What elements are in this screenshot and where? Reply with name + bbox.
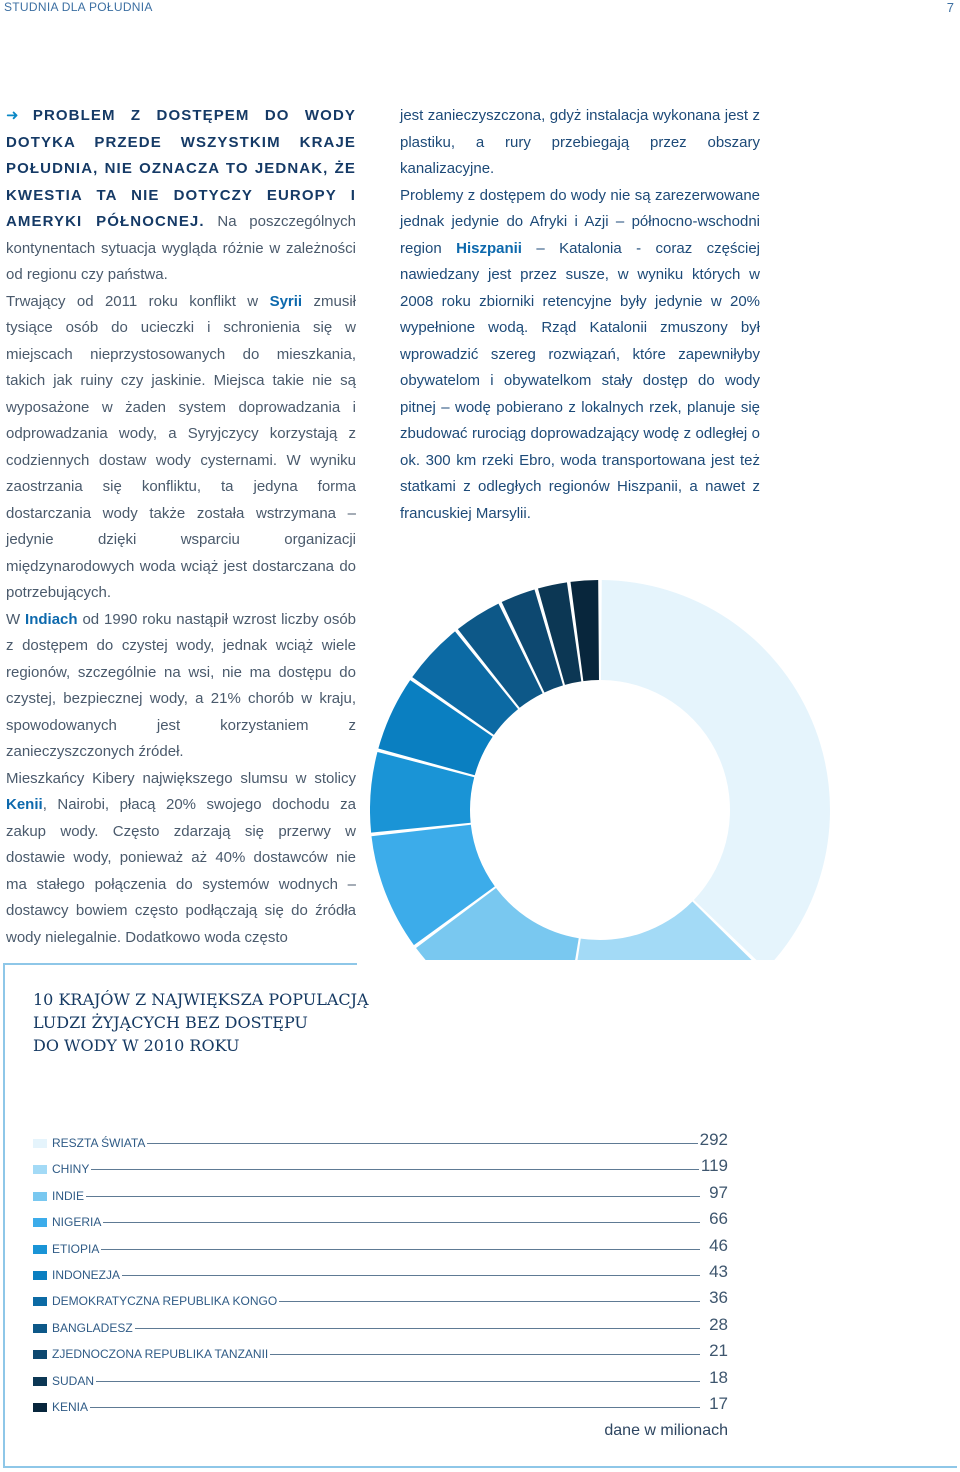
donut-chart <box>370 560 850 960</box>
legend-swatch <box>33 1218 47 1227</box>
legend-row <box>33 1314 728 1339</box>
legend-swatch <box>33 1245 47 1254</box>
legend-label: ZJEDNOCZONA REPUBLIKA TANZANII <box>52 1347 269 1362</box>
legend-row <box>33 1341 728 1365</box>
legend-swatch <box>33 1139 47 1148</box>
legend-label: KENIA <box>52 1400 89 1414</box>
legend-row <box>33 1235 728 1260</box>
infobox-left-border <box>3 963 5 1468</box>
lead-text: PROBLEM Z DOSTĘPEM DO WODY DOTYKA PRZEDE WSZYSTKIM KRAJE POŁUDNIA, NIE OZNACZA TO JEDNAK, ŻE KWESTIA TA NIE DOTYCZY EUROPY I AMERYKI PÓŁNOCNEJ. <box>6 107 356 230</box>
legend-row <box>33 1262 728 1286</box>
legend-label: INDIE <box>52 1188 85 1203</box>
legend-value: 119 <box>700 1156 728 1176</box>
legend-swatch <box>33 1403 47 1412</box>
legend-swatch <box>33 1192 47 1201</box>
kenya-paragraph: Mieszkańcy Kibery największego slumsu w stolicy Kenii, Nairobi, płacą 20% swojego dochodu za zakup wody. Często zdarzają się przerwy w dostawie wody, ponieważ aż 40% dostawców nie ma stałego połączenia do systemów wodnych – dostawcy bowiem często podłączają się do źródła wody nielegalnie. Dodatkowo woda często <box>6 769 356 946</box>
legend-value: 292 <box>699 1130 728 1149</box>
legend-label: BANGLADESZ <box>52 1320 133 1335</box>
syria-paragraph: Trwający od 2011 roku konflikt w Syrii zmusił tysiące osób do ucieczki i schronienia się w miejscach nieprzystosowanych do mieszkania, takich jak ruiny czy jaskinie. Miejsca takie nie są wyposażone w żaden system doprowadzania i odprowadzania wody, a Syryjczycy korzystają z codziennych dostaw wody cysternami. W wyniku zaostrzania się konfliktu, ta jedyna forma dostarczania wody także została wstrzymana – jedynie dzięki wsparciu organizacji międzynarodowych woda wciąż jest dostarczana do potrzebujących. <box>6 292 357 601</box>
legend-value: 36 <box>709 1288 728 1308</box>
legend-value: 17 <box>709 1394 728 1413</box>
intro-paragraph: ➜ PROBLEM Z DOSTĘPEM DO WODY DOTYKA PRZEDE WSZYSTKIM KRAJE POŁUDNIA, NIE OZNACZA TO JEDNAK, ŻE KWESTIA TA NIE DOTYCZY EUROPY I AMERYKI PÓŁNOCNEJ. Na poszczególnych kontynentach sytuacja wygląda różnie w zależności od regionu czy państwa. <box>6 107 356 283</box>
legend-label: DEMOKRATYCZNA REPUBLIKA KONGO <box>52 1294 278 1309</box>
highlight-kenya: Kenii <box>6 796 43 813</box>
chart-title: 10 KRAJÓW Z NAJWIĘKSZA POPULACJĄ LUDZI ŻYJĄCYCH BEZ DOSTĘPU DO WODY W 2010 ROKU <box>33 990 369 1055</box>
infobox-top-border <box>3 963 357 965</box>
legend-leader-line <box>52 1328 700 1329</box>
highlight-spain: Hiszpanii <box>456 239 522 257</box>
page-number: 7 <box>946 0 954 15</box>
legend-value: 43 <box>709 1262 728 1281</box>
pollution-paragraph: jest zanieczyszczona, gdyż instalacja wykonana jest z plastiku, a rury przebiegają przez obszary kanalizacyjne. <box>400 107 760 177</box>
legend-value: 18 <box>709 1367 728 1387</box>
legend-leader-line <box>52 1143 700 1144</box>
legend-label: NIGERIA <box>52 1215 102 1230</box>
legend-swatch <box>33 1350 47 1359</box>
legend-row <box>33 1130 728 1154</box>
legend-label: RESZTA ŚWIATA <box>52 1136 146 1150</box>
legend-label: CHINY <box>52 1162 90 1177</box>
legend-row <box>33 1394 728 1418</box>
legend-value: 66 <box>709 1209 728 1229</box>
legend-row <box>33 1209 728 1233</box>
legend-row <box>33 1156 728 1180</box>
legend-row <box>33 1182 728 1207</box>
section-header: STUDNIA DLA POŁUDNIA <box>4 0 153 14</box>
legend-leader-line <box>52 1196 700 1197</box>
legend-leader-line <box>52 1275 700 1276</box>
legend-value: 97 <box>709 1182 728 1202</box>
legend-swatch <box>33 1297 47 1306</box>
legend-value: 21 <box>709 1341 728 1361</box>
legend-label: ETIOPIA <box>52 1241 100 1256</box>
legend-value: 28 <box>709 1314 728 1334</box>
legend-label: INDONEZJA <box>52 1268 121 1282</box>
legend-swatch <box>33 1324 47 1333</box>
infobox-bottom-border <box>3 1466 957 1468</box>
spain-paragraph: Problemy z dostępem do wody nie są zarezerwowane jednak jedynie do Afryki i Azji – północno-wschodni region Hiszpanii – Katalonia - coraz częściej nawiedzany jest przez susze, w wyniku których w 2008 roku zbiorniki retencyjne były jedynie w 20% wypełnione wodą. Rząd Katalonii zmuszony był wprowadzić szereg rozwiązań, które zapewniłyby obywatelom i obywatelkom stały dostęp do wody pitnej – wodę pobierano z lokalnych rzek, planuje się zbudować rurociąg doprowadzający wodę z odległej o ok. 300 km rzeki Ebro, woda transportowana jest też statkami z odległych regionów Hiszpanii, a nawet z francuskiej Marsylii. <box>400 186 760 522</box>
donut-slice-reszta-świata <box>601 580 830 960</box>
highlight-syria: Syrii <box>269 292 303 310</box>
unit-note: dane w milionach <box>604 1422 728 1439</box>
left-text-column <box>6 103 356 951</box>
legend-leader-line <box>52 1249 700 1250</box>
legend-value: 46 <box>709 1235 728 1255</box>
india-paragraph: W Indiach od 1990 roku nastąpił wzrost liczby osób z dostępem do czystej wody, jednak wciąż wiele regionów, szczególnie na wsi, nie ma dostępu do czystej, bezpiecznej wody, a 21% chorób w kraju, spowodowanych jest korzystaniem z zanieczyszczonych źródeł. <box>6 610 357 760</box>
legend-swatch <box>33 1165 47 1174</box>
legend-swatch <box>33 1377 47 1386</box>
right-text-column <box>400 103 760 527</box>
legend-row <box>33 1288 728 1312</box>
legend-leader-line <box>52 1381 700 1382</box>
legend-leader-line <box>52 1407 700 1408</box>
legend-label: SUDAN <box>52 1373 95 1388</box>
arrow-right-icon: ➜ <box>6 107 19 124</box>
legend-leader-line <box>52 1222 700 1223</box>
legend-row <box>33 1367 728 1392</box>
legend-leader-line <box>52 1169 700 1170</box>
highlight-india: Indiach <box>25 610 78 628</box>
legend-swatch <box>33 1271 47 1280</box>
